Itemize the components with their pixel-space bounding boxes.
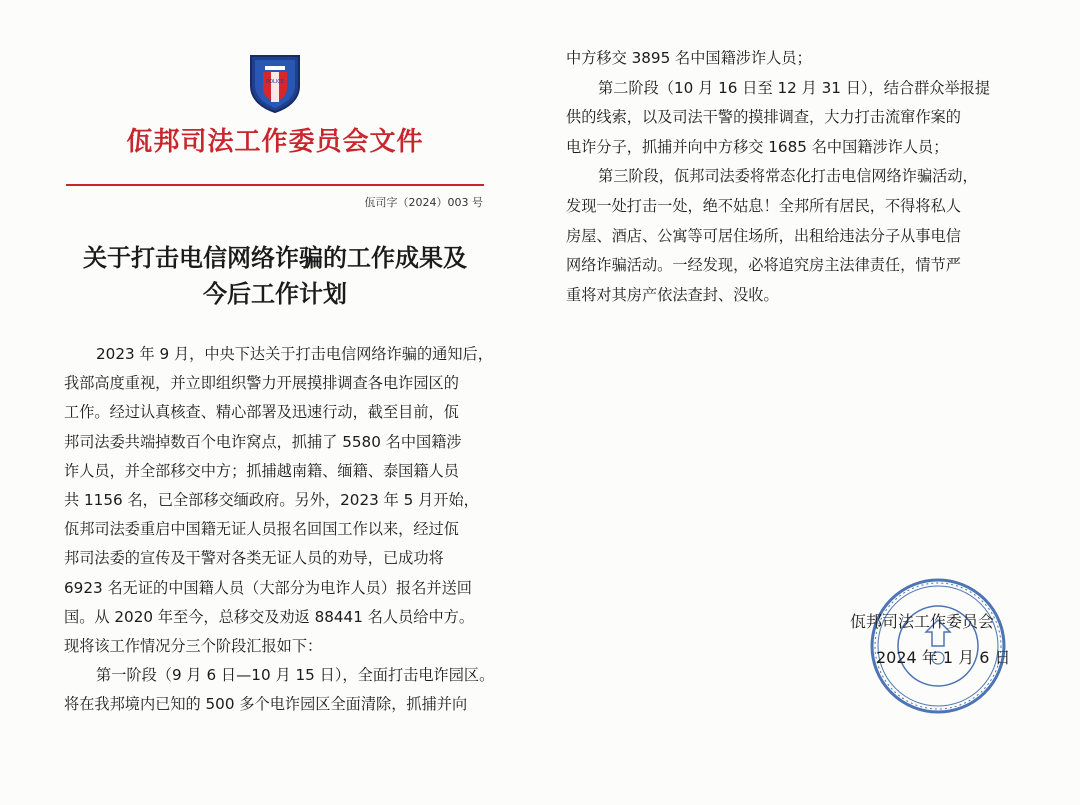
body-line: 房屋、酒店、公寓等可居住场所，出租给违法分子从事电信 [566,226,961,245]
body-line: 现将该工作情况分三个阶段汇报如下： [64,637,323,656]
body-line: 第二阶段（10 月 16 日至 12 月 31 日），结合群众举报提 [598,78,991,97]
signature-block [850,604,1011,676]
body-line: 共 1156 名，已全部移交缅政府。另外，2023 年 5 月开始， [64,491,479,510]
body-line: 发现一处打击一处，绝不姑息！全邦所有居民，不得将私人 [566,196,961,215]
red-divider [66,184,484,186]
organization-title: 佤邦司法工作委员会文件 [126,127,424,157]
body-line: 中方移交 3895 名中国籍涉诈人员； [566,49,812,67]
body-line: 我部高度重视，并立即组织警力开展摸排调查各电诈园区的 [64,374,459,393]
svg-text:POLICE: POLICE [266,79,284,85]
body-line: 佤邦司法委重启中国籍无证人员报名回国工作以来，经过佤 [64,520,459,539]
headline-line: 今后工作计划 [203,280,347,308]
right-column-text [566,44,1026,310]
body-line: 将在我邦境内已知的 500 多个电诈园区全面清除，抓捕并向 [64,695,468,714]
body-line: 邦司法委的宣传及干警对各类无证人员的劝导，已成功将 [64,549,444,568]
body-line: 6923 名无证的中国籍人员（大部分为电诈人员）报名并送回 [64,578,472,597]
body-line: 诈人员，并全部移交中方；抓捕越南籍、缅籍、泰国籍人员 [64,461,459,480]
body-line: 第三阶段，佤邦司法委将常态化打击电信网络诈骗活动， [598,167,978,186]
body-line: 国。从 2020 年至今，总移交及劝返 88441 名人员给中方。 [64,607,475,626]
police-emblem-icon [245,52,305,114]
body-paragraphs [64,340,495,720]
signature-organization: 佤邦司法工作委员会 [850,612,995,631]
body-line: 第一阶段（9 月 6 日—10 月 15 日），全面打击电诈园区。 [96,666,495,685]
body-line: 电诈分子，抓捕并向中方移交 1685 名中国籍涉诈人员； [566,137,949,156]
headline-line: 关于打击电信网络诈骗的工作成果及 [83,244,467,272]
document-headline [60,240,490,312]
body-line: 工作。经过认真核查、精心部署及迅速行动，截至目前，佤 [64,403,459,422]
document-number: 佤司字（2024）003 号 [364,196,483,209]
body-line: 重将对其房产依法查封、没收。 [566,285,779,304]
body-line: 邦司法委共端掉数百个电诈窝点，抓捕了 5580 名中国籍涉 [64,432,462,451]
body-line: 网络诈骗活动。一经发现，必将追究房主法律责任，情节严 [566,256,961,275]
body-line: 2023 年 9 月，中央下达关于打击电信网络诈骗的通知后， [96,345,493,363]
body-line: 供的线索，以及司法干警的摸排调查，大力打击流窜作案的 [566,108,961,127]
signature-date: 2024 年 1 月 6 日 [876,648,1011,667]
